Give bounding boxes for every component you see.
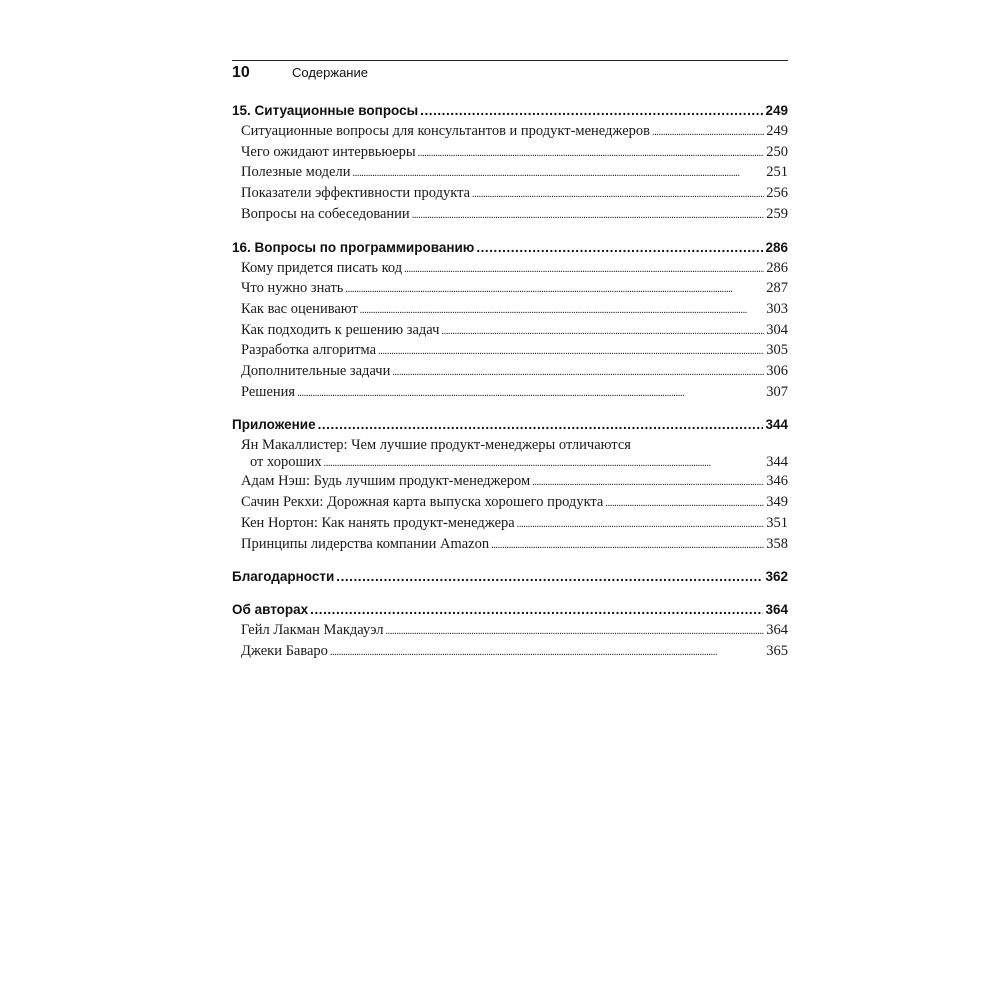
toc-chapter[interactable]	[232, 566, 788, 588]
entry-page: 306	[766, 363, 788, 380]
entry-page: 249	[766, 123, 788, 139]
dot-leader	[420, 100, 763, 122]
toc-chapter[interactable]	[232, 599, 788, 621]
dot-leader	[392, 362, 764, 383]
entry-page: 346	[766, 473, 788, 490]
entry-title: Решения	[241, 383, 296, 400]
page-header	[232, 64, 368, 86]
entry-title: Вопросы на собеседовании	[241, 205, 410, 222]
chapter-page: 364	[765, 602, 788, 618]
entry-title: Принципы лидерства компании Amazon	[241, 535, 490, 552]
entry-title-continuation: от хороших	[250, 454, 322, 471]
toc-entry[interactable]	[232, 279, 788, 300]
toc-section	[232, 237, 788, 404]
entry-page: 250	[766, 143, 788, 160]
dot-leader	[297, 383, 764, 404]
toc-entry[interactable]	[232, 362, 788, 383]
chapter-title: Приложение	[232, 417, 316, 433]
header-rule	[232, 60, 788, 61]
entry-title: Дополнительные задачи	[241, 363, 391, 380]
entry-title: Сачин Рекхи: Дорожная карта выпуска хорошего продукта	[241, 494, 604, 511]
dot-leader	[652, 122, 764, 143]
entry-page: 305	[766, 342, 788, 359]
dot-leader	[418, 143, 765, 164]
page-number: 10	[232, 64, 250, 81]
toc-entry[interactable]	[232, 472, 788, 493]
dot-leader	[532, 472, 764, 493]
chapter-page: 249	[765, 103, 788, 118]
entry-title: Ситуационные вопросы для консультантов и продукт-менеджеров	[241, 123, 651, 139]
dot-leader	[310, 599, 763, 621]
entry-title: Джеки Баваро	[241, 642, 328, 659]
dot-leader	[517, 514, 765, 535]
entry-title: Кому придется писать код	[241, 259, 403, 276]
chapter-title: 15. Ситуационные вопросы	[232, 103, 419, 118]
entry-page: 307	[766, 383, 788, 400]
dot-leader	[353, 163, 765, 184]
entry-title: Полезные модели	[241, 164, 351, 181]
entry-title: Как подходить к решению задач	[241, 321, 440, 338]
dot-leader	[330, 642, 764, 663]
toc-section	[232, 566, 788, 588]
toc-entry[interactable]	[232, 341, 788, 362]
toc-entry[interactable]	[232, 259, 788, 280]
toc-section	[232, 599, 788, 662]
chapter-title: 16. Вопросы по программированию	[232, 239, 475, 255]
chapter-page: 286	[765, 239, 788, 255]
entry-page: 358	[766, 535, 788, 552]
entry-page: 304	[766, 321, 788, 338]
toc-entry[interactable]	[232, 621, 788, 642]
dot-leader	[324, 454, 765, 472]
entry-page: 351	[766, 514, 788, 531]
entry-page: 287	[766, 280, 788, 297]
entry-title: Адам Нэш: Будь лучшим продукт-менеджером	[241, 473, 531, 490]
entry-title: Чего ожидают интервьюеры	[241, 143, 416, 160]
toc-entry[interactable]	[232, 454, 788, 472]
chapter-title: Об авторах	[232, 602, 309, 618]
table-of-contents	[232, 100, 788, 674]
dot-leader	[378, 341, 764, 362]
dot-leader	[605, 493, 764, 514]
entry-title: Гейл Лакман Макдауэл	[241, 622, 384, 639]
dot-leader	[318, 414, 764, 436]
entry-title-line[interactable]: Ян Макаллистер: Чем лучшие продукт-менеджеры отличаются	[241, 437, 631, 454]
entry-title: Разработка алгоритма	[241, 342, 377, 359]
entry-title: Кен Нортон: Как нанять продукт-менеджера	[241, 514, 515, 531]
running-title: Содержание	[292, 65, 368, 80]
dot-leader	[345, 279, 764, 300]
entry-page: 256	[766, 185, 788, 202]
toc-chapter[interactable]	[232, 100, 788, 122]
dot-leader	[491, 535, 764, 556]
dot-leader	[385, 621, 764, 642]
toc-entry[interactable]	[232, 321, 788, 342]
toc-chapter[interactable]	[232, 237, 788, 259]
chapter-title: Благодарности	[232, 569, 335, 585]
toc-entry[interactable]	[232, 493, 788, 514]
toc-entry[interactable]	[232, 383, 788, 404]
toc-entry[interactable]	[232, 163, 788, 184]
entry-page: 349	[766, 494, 788, 511]
toc-chapter[interactable]	[232, 414, 788, 436]
toc-entry[interactable]	[232, 514, 788, 535]
chapter-page: 344	[765, 417, 788, 433]
dot-leader	[336, 566, 763, 588]
dot-leader	[412, 205, 765, 226]
toc-section	[232, 100, 788, 226]
dot-leader	[441, 321, 764, 342]
chapter-page: 362	[765, 569, 788, 585]
dot-leader	[472, 184, 764, 205]
toc-section	[232, 414, 788, 555]
toc-entry[interactable]	[232, 143, 788, 164]
entry-title: Что нужно знать	[241, 280, 344, 297]
dot-leader	[476, 237, 763, 259]
dot-leader	[360, 300, 764, 321]
entry-title: Показатели эффективности продукта	[241, 185, 471, 202]
entry-page: 364	[766, 622, 788, 639]
toc-entry[interactable]	[232, 535, 788, 556]
toc-entry[interactable]	[232, 642, 788, 663]
dot-leader	[404, 259, 764, 280]
entry-page: 286	[766, 259, 788, 276]
entry-page: 344	[766, 454, 788, 471]
entry-page: 365	[766, 642, 788, 659]
toc-entry[interactable]	[232, 122, 788, 143]
entry-page: 251	[766, 164, 788, 181]
entry-title: Как вас оценивают	[241, 300, 358, 317]
entry-page: 259	[766, 205, 788, 222]
toc-entry[interactable]	[232, 205, 788, 226]
entry-page: 303	[766, 300, 788, 317]
toc-entry[interactable]	[232, 184, 788, 205]
toc-entry[interactable]	[232, 300, 788, 321]
